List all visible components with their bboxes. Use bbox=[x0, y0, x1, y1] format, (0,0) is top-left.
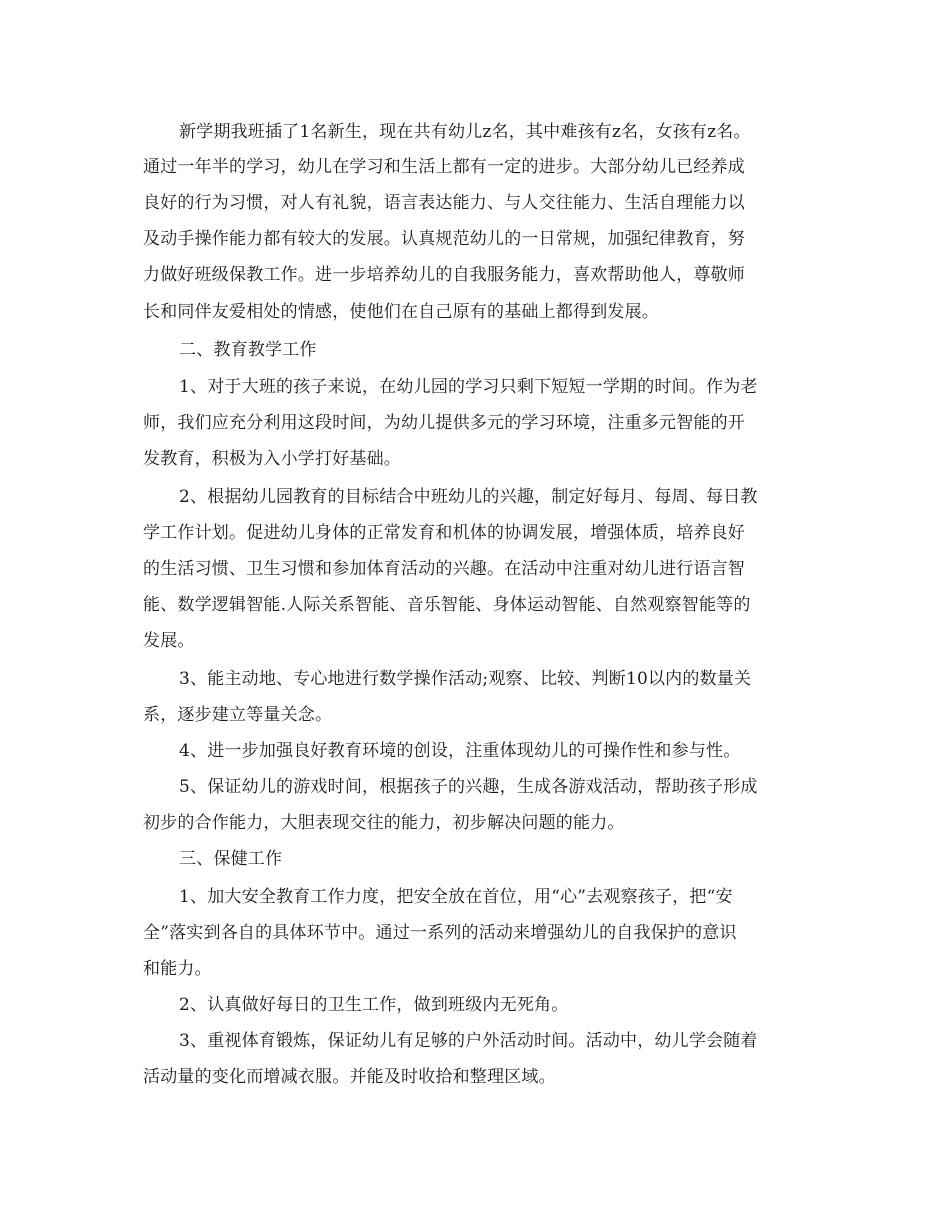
paragraph-line: 发展。 bbox=[143, 631, 195, 651]
paragraph-line: 学工作计划。促进幼儿身体的正常发育和机体的协调发展，增强体质，培养良好 bbox=[143, 523, 745, 543]
paragraph-line: 力做好班级保教工作。进一步培养幼儿的自我服务能力，喜欢帮助他人，尊敬师 bbox=[143, 265, 745, 285]
section-heading: 二、教育教学工作 bbox=[179, 340, 317, 360]
paragraph-line: 良好的行为习惯，对人有礼貌，语言表达能力、与人交往能力、生活自理能力以 bbox=[143, 193, 745, 213]
paragraph-line: 发教育，积极为入小学打好基础。 bbox=[143, 449, 401, 469]
paragraph-line: 1、加大安全教育工作力度，把安全放在首位，用“心”去观察孩子，把“安 bbox=[179, 887, 733, 907]
paragraph-line: 5、保证幼儿的游戏时间，根据孩子的兴趣，生成各游戏活动，帮助孩子形成 bbox=[179, 777, 758, 797]
paragraph-line: 全”落实到各自的具体环节中。通过一系列的活动来增强幼儿的自我保护的意识 bbox=[143, 923, 737, 943]
paragraph-line: 初步的合作能力，大胆表现交往的能力，初步解决问题的能力。 bbox=[143, 813, 625, 833]
paragraph-line: 新学期我班插了1名新生，现在共有幼儿z名，其中难孩有z名，女孩有z名。 bbox=[179, 122, 751, 142]
paragraph-line: 的生活习惯、卫生习惯和参加体育活动的兴趣。在活动中注重对幼儿进行语言智 bbox=[143, 559, 745, 579]
paragraph-line: 2、认真做好每日的卫生工作，做到班级内无死角。 bbox=[179, 995, 569, 1015]
paragraph-line: 1、对于大班的孩子来说，在幼儿园的学习只剩下短短一学期的时间。作为老 bbox=[179, 377, 758, 397]
paragraph-line: 长和同伴友爱相处的情感，使他们在自己原有的基础上都得到发展。 bbox=[143, 302, 659, 322]
paragraph-line: 系，逐步建立等量关念。 bbox=[143, 705, 333, 725]
paragraph-line: 和能力。 bbox=[143, 959, 212, 979]
paragraph-line: 能、数学逻辑智能.人际关系智能、音乐智能、身体运动智能、自然观察智能等的 bbox=[143, 595, 751, 615]
section-heading: 三、保健工作 bbox=[179, 849, 283, 869]
paragraph-line: 通过一年半的学习，幼儿在学习和生活上都有一定的进步。大部分幼儿已经养成 bbox=[143, 157, 745, 177]
paragraph-line: 及动手操作能力都有较大的发展。认真规范幼儿的一日常规，加强纪律教育，努 bbox=[143, 229, 745, 249]
paragraph-line: 4、进一步加强良好教育环境的创设，注重体现幼儿的可操作性和参与性。 bbox=[179, 741, 741, 761]
paragraph-line: 师，我们应充分利用这段时间，为幼儿提供多元的学习环境，注重多元智能的开 bbox=[143, 413, 745, 433]
paragraph-line: 活动量的变化而增减衣服。并能及时收拾和整理区域。 bbox=[143, 1067, 556, 1087]
paragraph-line: 2、根据幼儿园教育的目标结合中班幼儿的兴趣，制定好每月、每周、每日教 bbox=[179, 487, 758, 507]
paragraph-line: 3、重视体育锻炼，保证幼儿有足够的户外活动时间。活动中，幼儿学会随着 bbox=[179, 1031, 758, 1051]
paragraph-line: 3、能主动地、专心地进行数学操作活动;观察、比较、判断10以内的数量关 bbox=[179, 669, 752, 689]
